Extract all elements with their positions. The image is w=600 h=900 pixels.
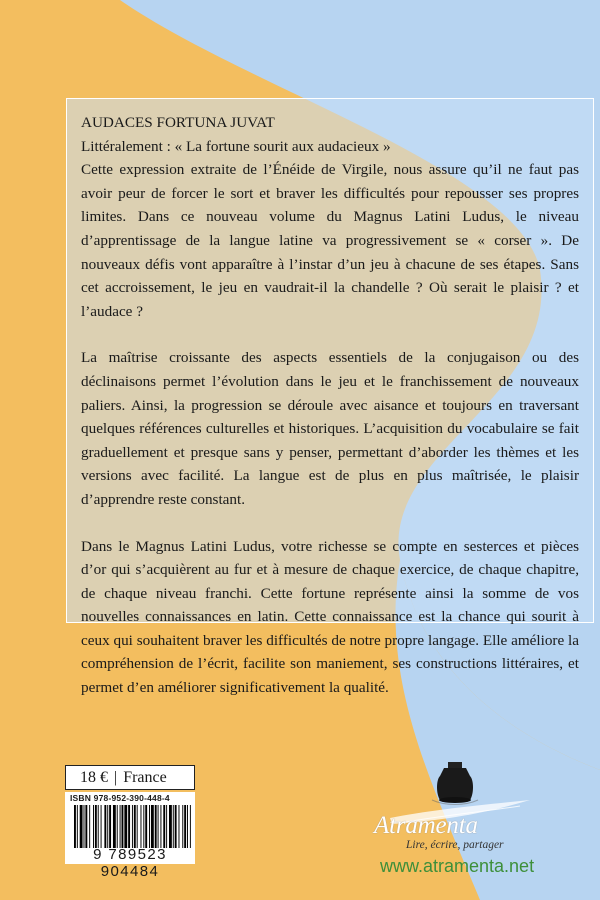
barcode-icon <box>74 805 192 848</box>
latin-title: AUDACES FORTUNA JUVAT <box>81 114 275 131</box>
publisher-website: www.atramenta.net <box>380 856 535 876</box>
price-amount: 18 € <box>80 768 108 786</box>
price-separator: | <box>114 768 118 786</box>
barcode-block <box>65 792 195 880</box>
paragraph-2: La maîtrise croissante des aspects essentiels de la conjugaison ou des déclinaisons permet l’évolution dans le jeu et le franchissement de nouveaux paliers. Ainsi, la progression se déroule avec aisance et toujours en traversant quelques références culturelles et historiques. L’acquisition du vocabulaire se fait graduellement et presque sans y penser, permettant d’aborder les thèmes et les versions avec facilité. La langue est de plus en plus maîtrisée, le plaisir d’apprendre reste constant. <box>81 349 579 508</box>
isbn-label: ISBN 978-952-390-448-4 <box>70 793 170 803</box>
price-box <box>65 765 195 790</box>
back-cover-text-box <box>66 98 594 697</box>
barcode-digits: 9 789523 904484 <box>93 846 167 880</box>
paragraph-1: Cette expression extraite de l’Énéide de Virgile, nous assure qu’il ne faut pas avoir peur de forcer le sort et braver les difficultés pour repousser ses propres limites. Dans ce nouveau volume du Magnus Latini Ludus, le niveau d’apprentissage de la langue latine va progressivement se « corser ». De nouveaux défis vont apparaître à l’instar d’un jeu à chacune de ses étapes. Sans cet accroissement, le jeu en vaudrait-il la chandelle ? Où serait le plaisir ? et l’audace ? <box>81 161 579 320</box>
price-country: France <box>123 768 167 786</box>
paragraph-3: Dans le Magnus Latini Ludus, votre richesse se compte en sesterces et pièces d’or qui s’acquièrent au fur et à mesure de chaque exercice, de chaque chapitre, de chaque niveau franchi. Cette fortune représente ainsi la somme de vos nouvelles connaissances en latin. Cette connaissance est la chance qui sourit à ceux qui souhaitent braver les difficultés de notre propre langage. Elle améliore la compréhension de l’écrit, facilite son maniement, ses constructions littéraires, et permet d’en améliorer significativement la qualité. <box>81 537 579 697</box>
publisher-tagline: Lire, écrire, partager <box>406 839 504 851</box>
publisher-name: Atramenta <box>374 812 478 839</box>
translation-line: Littéralement : « La fortune sourit aux audacieux » <box>81 137 391 155</box>
